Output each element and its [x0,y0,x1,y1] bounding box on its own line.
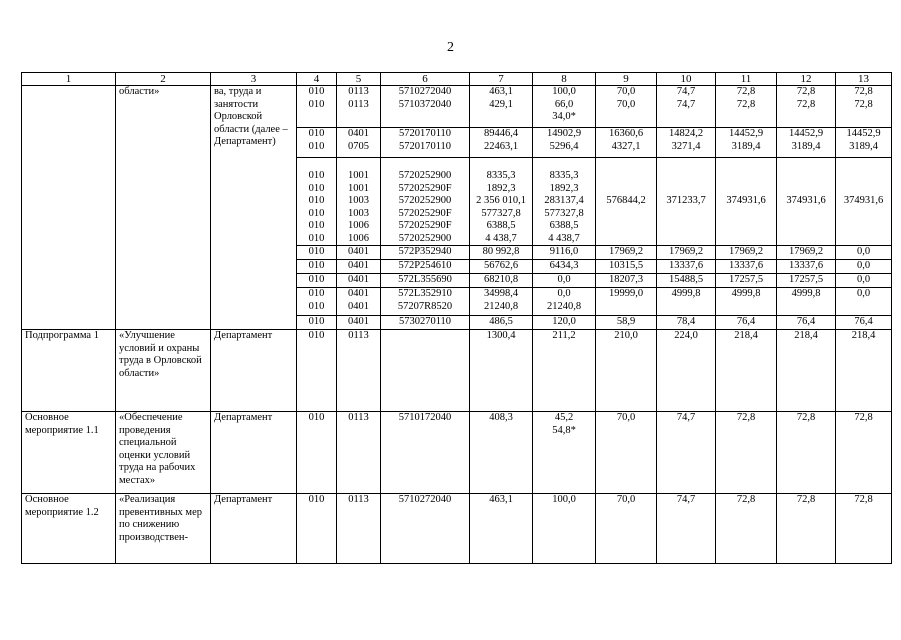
cell-value: 010 [308,316,325,327]
cell-col1 [22,86,116,330]
cell-value: 58,9 [616,316,636,327]
cell-value: 572L355690 [398,274,452,285]
column-header-13: 13 [836,73,892,86]
cell-c7 [470,86,533,128]
cell-c8 [533,494,596,564]
cell-value: 010 [308,330,325,341]
cell-value: 120,0 [552,316,576,327]
cell-c10 [657,260,716,274]
cell-value: 5710272040 [398,494,452,505]
cell-c6 [381,86,470,128]
cell-c13 [836,412,892,494]
cell-value: 218,4 [794,330,818,341]
cell-c10 [657,274,716,288]
cell-value: 211,2 [552,330,576,341]
cell-value: 0401 [348,316,369,327]
column-header-12: 12 [777,73,836,86]
cell-value: 5720170110 [398,140,452,152]
cell-value: 0401 [348,300,369,312]
cell-value: 5710172040 [398,412,452,423]
cell-value: 15488,5 [668,274,704,285]
cell-c12 [777,86,836,128]
cell-c3: Департамент [211,494,297,564]
cell-value: 14824,2 [668,128,704,139]
cell-c5 [337,316,381,330]
cell-value: 5710372040 [398,98,452,110]
cell-value: 72,8 [854,86,873,97]
cell-c5 [337,246,381,260]
column-header-6: 6 [381,73,470,86]
cell-value: 8335,3 [549,170,579,181]
column-header-9: 9 [596,73,657,86]
cell-c11 [716,288,777,316]
cell-value: 72,8 [736,494,756,505]
cell-c5 [337,412,381,494]
cell-value: 89446,4 [483,128,519,139]
cell-c12 [777,128,836,158]
cell-value: 010 [308,274,325,285]
cell-c8 [533,412,596,494]
cell-value: 17969,2 [788,246,824,257]
cell-c2: «Обеспечение проведения специальной оценки условий труда на рабочих местах» [116,412,211,494]
cell-c11 [716,86,777,128]
cell-c10 [657,494,716,564]
cell-c13 [836,86,892,128]
section-row [22,330,892,412]
cell-value: 1006 [348,220,369,231]
cell-value: 5720252900 [398,232,452,244]
cell-value: 210,0 [614,330,638,341]
cell-value: 010 [308,288,325,299]
cell-value: 72,8 [796,412,816,423]
cell-c8 [533,246,596,260]
column-header-2: 2 [116,73,211,86]
section-row [22,494,892,564]
cell-value: 0113 [348,494,369,505]
column-header-4: 4 [297,73,337,86]
cell-c7 [470,330,533,412]
cell-value: 1892,3 [549,182,579,194]
cell-value: 010 [308,207,325,219]
cell-value: 72,8 [854,98,873,110]
cell-c4 [297,158,337,246]
cell-c9 [596,274,657,288]
cell-c11 [716,128,777,158]
cell-value: 5720252900 [398,195,452,206]
cell-c12 [777,246,836,260]
cell-value: 13337,6 [728,260,764,271]
cell-c10 [657,412,716,494]
cell-c6 [381,412,470,494]
cell-value: 010 [308,300,325,312]
column-header-10: 10 [657,73,716,86]
cell-c8 [533,274,596,288]
column-header-1: 1 [22,73,116,86]
cell-value: 9116,0 [549,246,579,257]
cell-value: 1001 [348,182,369,194]
cell-c4 [297,274,337,288]
cell-c12: 374931,6 [777,158,836,246]
cell-value: 010 [308,412,325,423]
cell-value: 74,7 [676,86,696,97]
cell-value: 486,5 [489,316,513,327]
cell-value: 218,4 [734,330,758,341]
cell-value: 21240,8 [546,300,582,312]
cell-c13 [836,330,892,412]
cell-c7 [470,274,533,288]
cell-c6 [381,274,470,288]
cell-value: 78,4 [676,316,696,327]
cell-value: 0,0 [557,274,571,285]
cell-c9 [596,246,657,260]
cell-c6 [381,330,470,412]
cell-c9 [596,412,657,494]
cell-c6 [381,128,470,158]
cell-value: 010 [308,128,325,139]
cell-program-name: области» [116,86,211,330]
cell-value: 21240,8 [483,300,519,312]
cell-value: 0401 [348,128,369,139]
cell-value: 17969,2 [668,246,704,257]
cell-c9 [596,330,657,412]
cell-c11 [716,246,777,260]
cell-c7 [470,246,533,260]
cell-value: 429,1 [489,98,513,110]
cell-c5 [337,494,381,564]
cell-c4 [297,260,337,274]
cell-value: 224,0 [674,330,698,341]
cell-value: 72,8 [736,86,756,97]
cell-c9 [596,494,657,564]
cell-c10 [657,330,716,412]
cell-value: 010 [308,246,325,257]
cell-value: 0,0 [856,260,871,271]
cell-value: 572025290F [398,207,452,219]
cell-value: 19999,0 [608,288,644,299]
cell-c7 [470,288,533,316]
cell-c8 [533,330,596,412]
cell-c4 [297,128,337,158]
cell-value: 16360,6 [608,128,644,139]
cell-value: 572P254610 [398,260,452,271]
cell-c5 [337,274,381,288]
cell-value: 010 [308,260,325,271]
cell-c4 [297,316,337,330]
cell-c2: «Реализация превентивных мер по снижению производствен- [116,494,211,564]
cell-c12 [777,316,836,330]
cell-c13 [836,316,892,330]
table-row [22,86,892,128]
cell-value: 1003 [348,195,369,206]
cell-value: 0705 [348,140,369,152]
cell-value: 10315,5 [608,260,644,271]
cell-value: 3189,4 [849,140,878,152]
cell-value: 14452,9 [846,128,881,139]
cell-value: 408,3 [489,412,513,423]
cell-value: 010 [308,140,325,152]
cell-c8 [533,158,596,246]
cell-value: 4999,8 [791,288,821,299]
cell-value: 0401 [348,274,369,285]
cell-c5 [337,330,381,412]
cell-value: 66,0 [554,98,574,110]
cell-value: 0,0 [856,274,871,285]
cell-c10 [657,316,716,330]
cell-value: 0113 [348,98,369,110]
column-header-3: 3 [211,73,297,86]
cell-value: 6434,3 [549,260,579,271]
cell-value: 72,8 [854,412,873,423]
cell-value: 34998,4 [483,288,519,299]
cell-c4 [297,288,337,316]
cell-value: 0,0 [856,288,871,299]
cell-c6 [381,494,470,564]
cell-value: 57207R8520 [397,300,453,312]
cell-value: 68210,8 [483,274,519,285]
cell-c11 [716,316,777,330]
cell-value: 72,8 [854,494,873,505]
cell-c8 [533,86,596,128]
cell-value: 572025290F [398,182,452,194]
cell-value: 283137,4 [544,195,584,206]
cell-value: 0113 [348,330,369,341]
cell-c4 [297,86,337,128]
cell-c7 [470,158,533,246]
cell-value: 5730270110 [398,316,452,327]
cell-value: 72,8 [796,98,816,110]
cell-c12 [777,260,836,274]
cell-value: 4999,8 [731,288,761,299]
cell-value: 010 [308,220,325,231]
cell-value: 6388,5 [486,220,516,231]
cell-value: 0401 [348,288,369,299]
cell-c5 [337,128,381,158]
section-row [22,412,892,494]
cell-c7 [470,412,533,494]
cell-value: 0,0 [856,246,871,257]
cell-c11 [716,412,777,494]
cell-value: 56762,6 [483,260,519,271]
cell-value: 5296,4 [549,140,579,152]
cell-c9 [596,316,657,330]
cell-value: 13337,6 [788,260,824,271]
cell-value: 1003 [348,207,369,219]
cell-value: 4 438,7 [485,232,517,244]
cell-value: 5720170110 [398,128,452,139]
cell-value: 76,4 [736,316,756,327]
cell-value: 010 [308,182,325,194]
cell-value: 0401 [348,260,369,271]
cell-c9 [596,288,657,316]
cell-value: 3189,4 [791,140,821,152]
cell-c1: Подпрограмма 1 [22,330,116,412]
cell-c13 [836,260,892,274]
cell-c7 [470,260,533,274]
cell-c3: Департамент [211,412,297,494]
cell-c8 [533,128,596,158]
cell-c10 [657,246,716,260]
cell-c12 [777,330,836,412]
cell-c7 [470,316,533,330]
cell-value: 70,0 [616,494,636,505]
cell-c11 [716,274,777,288]
cell-c11: 374931,6 [716,158,777,246]
cell-value: 70,0 [616,86,636,97]
cell-c5 [337,288,381,316]
cell-c8 [533,260,596,274]
cell-c11 [716,494,777,564]
cell-value: 74,7 [676,412,696,423]
cell-value: 1300,4 [486,330,516,341]
cell-value: 17257,5 [788,274,824,285]
cell-value: 0113 [348,86,369,97]
cell-c9: 576844,2 [596,158,657,246]
cell-value: 4 438,7 [548,232,580,244]
cell-c6 [381,158,470,246]
header-row [22,73,892,86]
cell-c7 [470,128,533,158]
column-header-5: 5 [337,73,381,86]
cell-value: 14452,9 [788,128,824,139]
cell-value: 5720252900 [398,170,452,181]
cell-value: 1892,3 [486,182,516,194]
cell-value: 010 [308,86,325,97]
cell-value: 572P352940 [398,246,452,257]
cell-value: 6388,5 [549,220,579,231]
cell-c4 [297,494,337,564]
cell-c12 [777,494,836,564]
cell-value: 17257,5 [728,274,764,285]
cell-c13 [836,274,892,288]
cell-c10: 371233,7 [657,158,716,246]
cell-c13 [836,246,892,260]
cell-value: 0,0 [557,288,571,299]
cell-value: 72,8 [736,98,756,110]
cell-value: 22463,1 [483,140,519,152]
cell-value: 463,1 [489,494,513,505]
cell-value: 010 [308,232,325,244]
cell-value: 72,8 [736,412,756,423]
cell-c12 [777,412,836,494]
cell-value: 3271,4 [671,140,701,152]
cell-value: 577327,8 [481,207,521,219]
cell-c8 [533,288,596,316]
cell-c5 [337,86,381,128]
cell-c4 [297,412,337,494]
cell-c8 [533,316,596,330]
cell-value: 14452,9 [728,128,764,139]
cell-c10 [657,288,716,316]
page-number: 2 [447,40,454,55]
cell-value: 0401 [348,246,369,257]
cell-c1: Основное мероприятие 1.1 [22,412,116,494]
cell-value: 70,0 [616,98,636,110]
cell-c12 [777,288,836,316]
cell-c13: 374931,6 [836,158,892,246]
cell-c3: Департамент [211,330,297,412]
cell-c13 [836,128,892,158]
cell-executor: ва, труда и занятости Орловской области (далее – Департамент) [211,86,297,330]
cell-value: 100,0 [552,494,576,505]
cell-c2: «Улучшение условий и охраны труда в Орловской области» [116,330,211,412]
cell-value: 4327,1 [611,140,641,152]
column-header-7: 7 [470,73,533,86]
cell-value: 76,4 [796,316,816,327]
cell-c6 [381,316,470,330]
cell-value: 70,0 [616,412,636,423]
cell-c5 [337,260,381,274]
cell-value: 18207,3 [608,274,644,285]
cell-value: 3189,4 [731,140,761,152]
cell-value: 010 [308,195,325,206]
cell-value: 45,2 [554,412,574,423]
cell-c10 [657,86,716,128]
cell-value: 17969,2 [608,246,644,257]
cell-value: 76,4 [854,316,873,327]
cell-value: 74,7 [676,98,696,110]
cell-c13 [836,494,892,564]
cell-c4 [297,246,337,260]
column-header-8: 8 [533,73,596,86]
cell-c9 [596,128,657,158]
cell-c12 [777,274,836,288]
cell-value: 72,8 [796,86,816,97]
budget-table [21,72,892,564]
cell-c13 [836,288,892,316]
cell-c6 [381,260,470,274]
cell-value: 54,8* [552,424,576,436]
column-header-11: 11 [716,73,777,86]
cell-value: 1006 [348,232,369,244]
cell-value: 577327,8 [544,207,584,219]
cell-value: 17969,2 [728,246,764,257]
cell-value: 14902,9 [546,128,582,139]
cell-c1: Основное мероприятие 1.2 [22,494,116,564]
cell-value: 8335,3 [486,170,516,181]
cell-value: 572025290F [398,220,452,231]
cell-value: 2 356 010,1 [476,195,526,206]
cell-value: 1001 [348,170,369,181]
cell-c9 [596,260,657,274]
cell-c11 [716,260,777,274]
cell-c6 [381,288,470,316]
cell-value: 13337,6 [668,260,704,271]
cell-value: 5710272040 [398,86,452,97]
cell-c5 [337,158,381,246]
cell-value: 010 [308,170,325,181]
cell-value: 010 [308,494,325,505]
cell-c6 [381,246,470,260]
cell-value: 80 992,8 [482,246,520,257]
cell-value: 4999,8 [671,288,701,299]
cell-c10 [657,128,716,158]
cell-value: 218,4 [851,330,876,341]
cell-c4 [297,330,337,412]
cell-value: 72,8 [796,494,816,505]
cell-value: 572L352910 [398,288,452,299]
cell-value: 74,7 [676,494,696,505]
cell-c9 [596,86,657,128]
cell-value: 463,1 [489,86,513,97]
cell-value: 100,0 [552,86,576,97]
cell-value: 34,0* [552,111,576,122]
cell-c7 [470,494,533,564]
cell-value: 010 [308,98,325,110]
cell-value: 0113 [348,412,369,423]
cell-c11 [716,330,777,412]
